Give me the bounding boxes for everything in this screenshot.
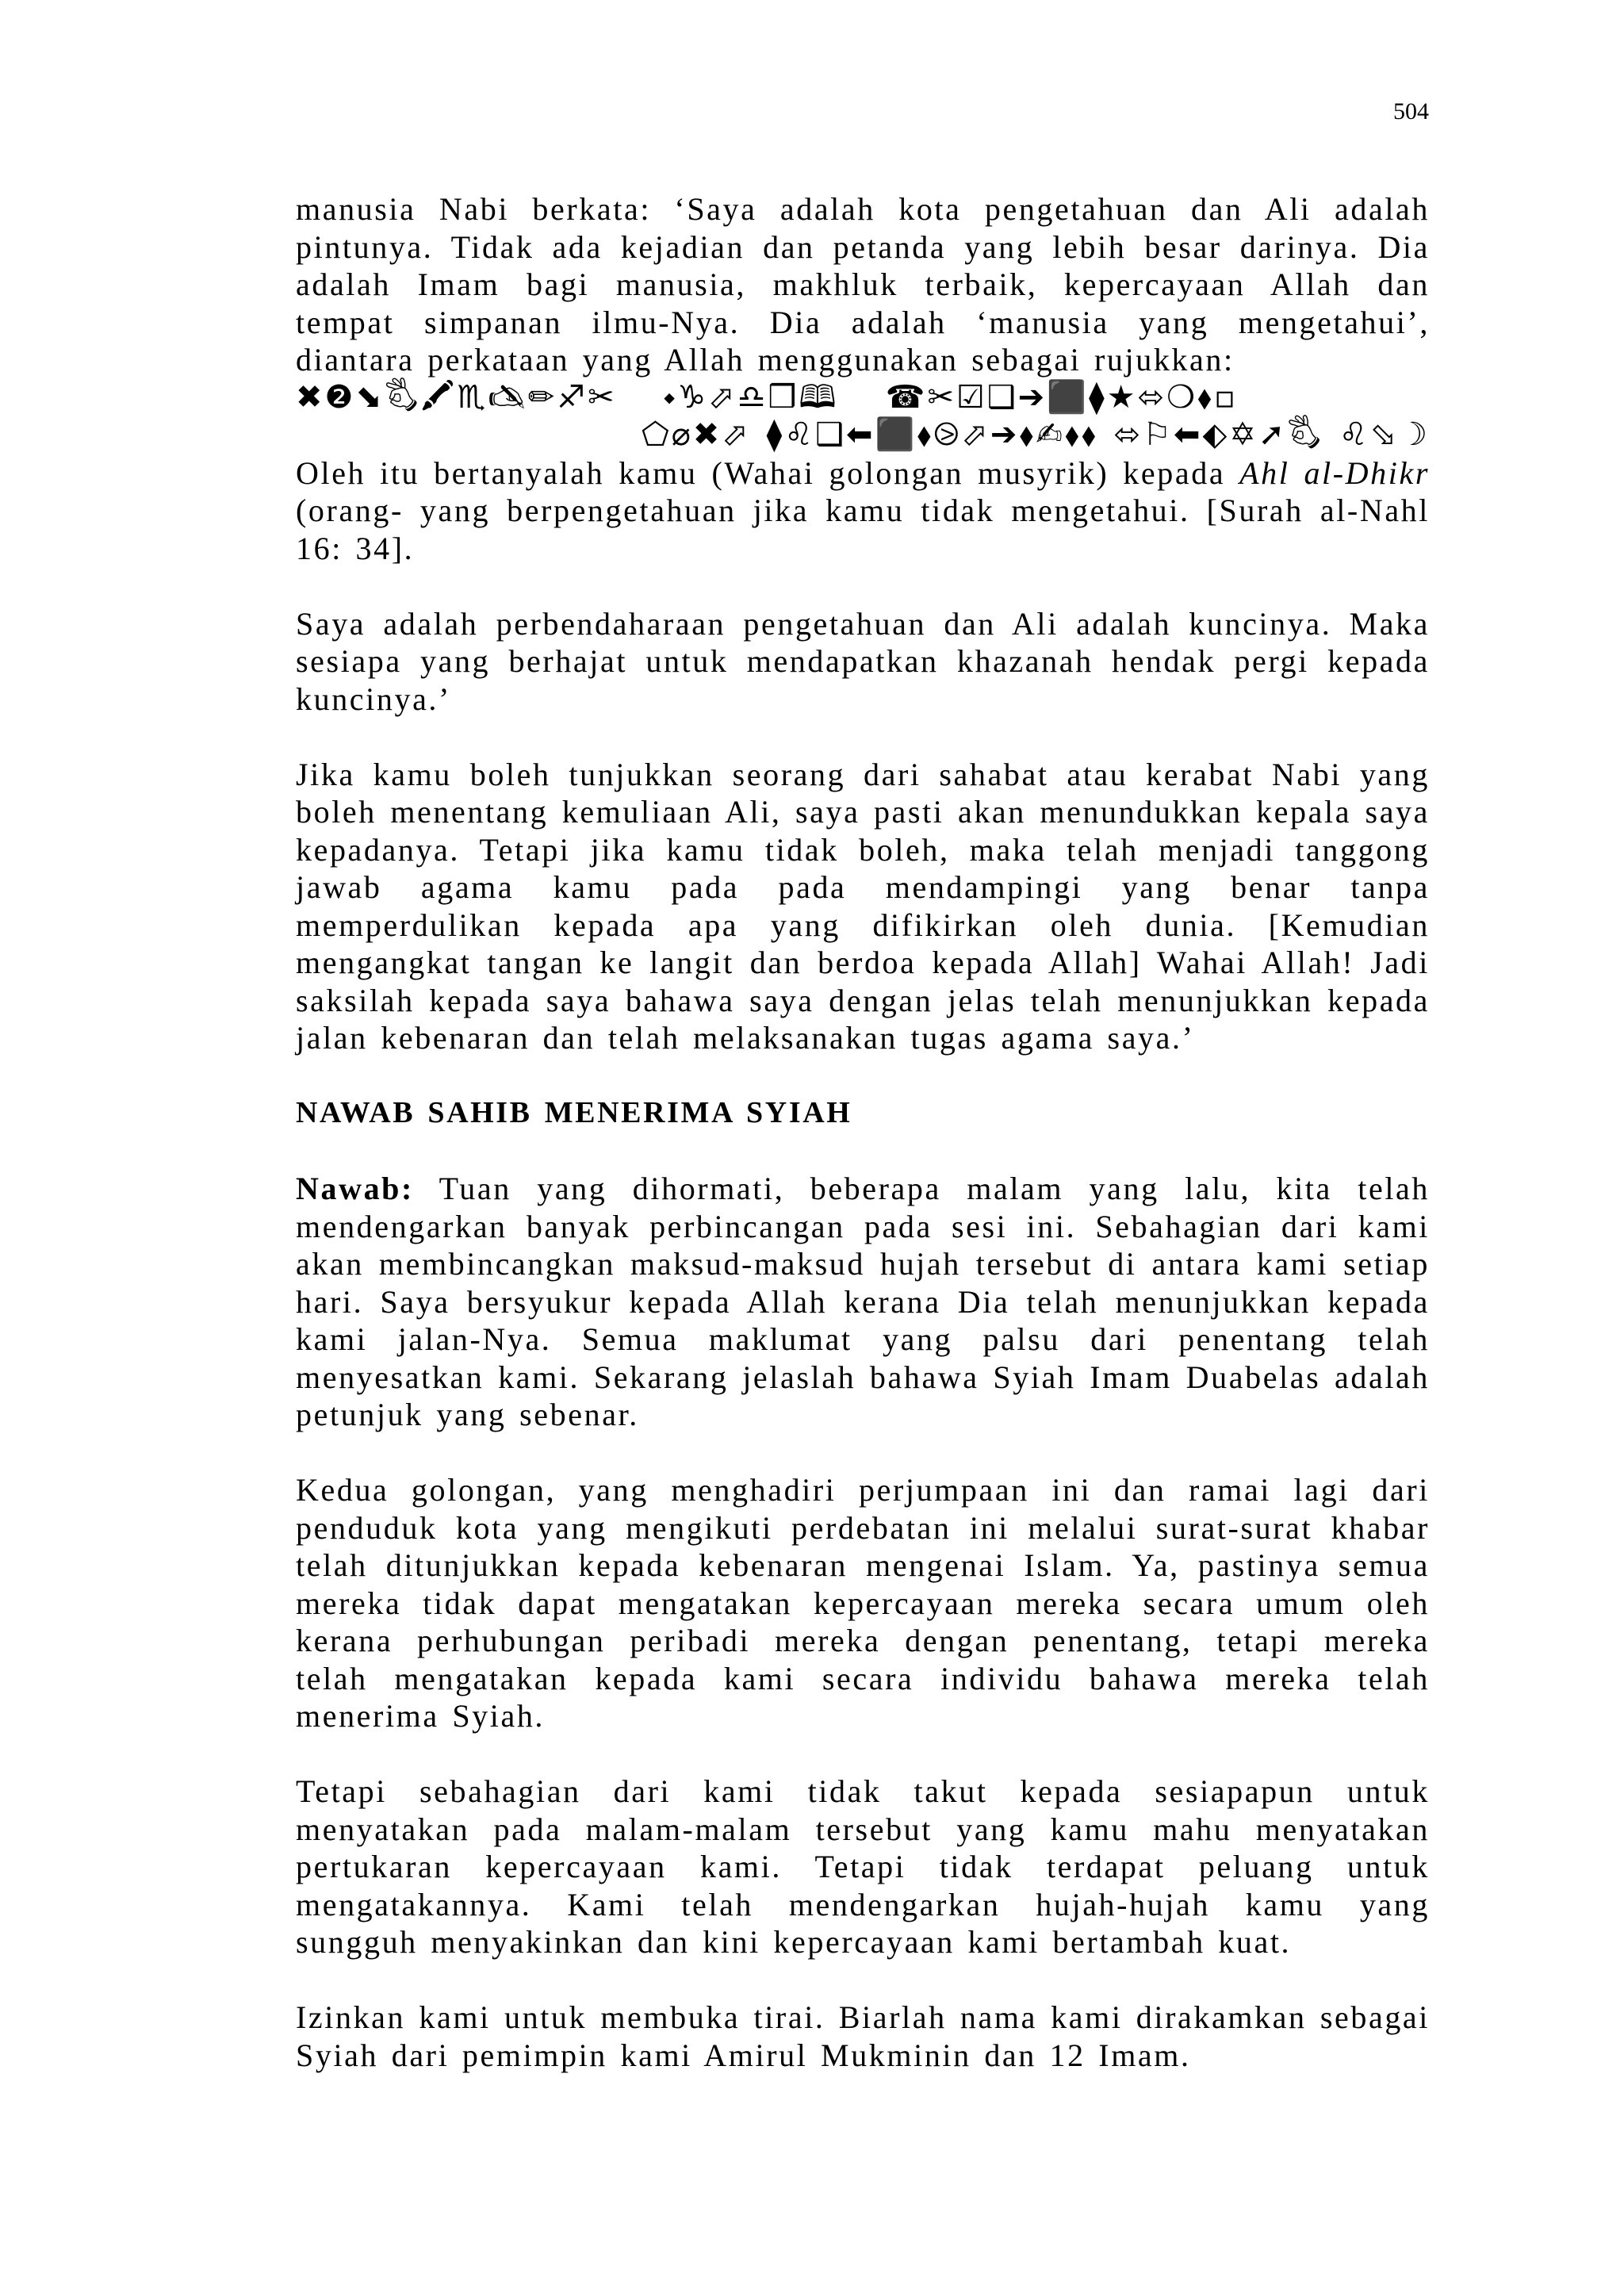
quran-verse-line-2: ⬠⌀✖⬀ ⧫♌❑⬅⬛⬧⧁⬀➔⬧✍⬧⬧ ⬄⚐⬅⬖✡➚🖏 ♌⬂☽ — [641, 416, 1430, 453]
paragraph-nawab-text: Tuan yang dihormati, beberapa malam yang lalu, kita telah mendengarkan banyak perbincangan pada sesi ini. Sebahagian dari kami akan membincangkan maksud-maksud hujah tersebut di antara kami setiap hari. Saya bersyukur kepada Allah kerana Dia telah menunjukkan kepada kami jalan-Nya. Semua maklumat yang palsu dari penentang telah menyesatkan kami. Sekarang jelaslah bahawa Syiah Imam Duabelas adalah petunjuk yang sebenar. — [296, 1171, 1430, 1432]
paragraph-hadith: manusia Nabi berkata: ‘Saya adalah kota pengetahuan dan Ali adalah pintunya. Tidak ada kejadian dan petanda yang lebih besar darinya. Dia adalah Imam bagi manusia, makhluk terbaik, kepercayaan Allah dan tempat simpanan ilmu-Nya. Dia adalah ‘manusia yang mengetahui’, diantara perkataan yang Allah menggunakan sebagai rujukkan: — [296, 191, 1430, 378]
paragraph-nawab — [296, 1170, 1430, 1434]
speaker-label: Nawab: — [296, 1171, 414, 1206]
quran-verse-line-1: ✖❷⬊🖏🖍♏🖎✏♐✂ ⬩♑⬀♎❒🕮 ☎✂☑❑➔⬛⧫★⬄❍⬧▫ — [296, 378, 1239, 416]
section-heading: NAWAB SAHIB MENERIMA SYIAH — [296, 1096, 852, 1129]
paragraph-not-afraid: Tetapi sebahagian dari kami tidak takut kepada sesiapapun untuk menyatakan pada malam-malam tersebut yang kamu mahu menyatakan pertukaran kepercayaan kami. Tetapi tidak terdapat peluang untuk mengatakannya. Kami telah mendengarkan hujah-hujah kamu yang sungguh menyakinkan dan kini kepercayaan kami bertambah kuat. — [296, 1773, 1430, 1960]
paragraph-treasury: Saya adalah perbendaharaan pengetahuan dan Ali adalah kuncinya. Maka sesiapa yang berhajat untuk mendapatkan khazanah hendak pergi kepada kuncinya.’ — [296, 605, 1430, 717]
paragraph-both-groups: Kedua golongan, yang menghadiri perjumpaan ini dan ramai lagi dari penduduk kota yang mengikuti perdebatan ini melalui surat-surat khabar telah ditunjukkan kepada kebenaran mengenai Islam. Ya, pastinya semua mereka tidak dapat mengatakan kepercayaan mereka secara umum oleh kerana perhubungan peribadi mereka dengan penentang, tetapi mereka telah mengatakan kepada kami secara individu bahawa mereka telah menerima Syiah. — [296, 1472, 1430, 1734]
paragraph-challenge: Jika kamu boleh tunjukkan seorang dari sahabat atau kerabat Nabi yang boleh menentang kemuliaan Ali, saya pasti akan menundukkan kepala saya kepadanya. Tetapi jika kamu tidak boleh, maka telah menjadi tanggong jawab agama kamu pada pada mendampingi yang benar tanpa memperdulikan kepada apa yang difikirkan oleh dunia. [Kemudian mengangkat tangan ke langit dan berdoa kepada Allah] Wahai Allah! Jadi saksilah kepada saya bahawa saya dengan jelas telah menunjukkan kepada jalan kebenaran dan telah melaksanakan tugas agama saya.’ — [296, 756, 1430, 1056]
verse-translation-rest: (orang- yang berpengetahuan jika kamu tidak mengetahui. [Surah al-Nahl 16: 34]. — [296, 493, 1430, 566]
verse-translation — [296, 454, 1430, 568]
document-body — [296, 190, 1430, 2074]
paragraph-open-curtain: Izinkan kami untuk membuka tirai. Biarlah nama kami dirakamkan sebagai Syiah dari pemimpin kami Amirul Mukminin dan 12 Imam. — [296, 1999, 1430, 2073]
quran-verse-glyphs — [296, 379, 1430, 454]
page-number: 504 — [1393, 98, 1429, 125]
verse-translation-text: Oleh itu bertanyalah kamu (Wahai golongan musyrik) kepada — [296, 454, 1240, 491]
verse-translation-term: Ahl al-Dhikr — [1239, 454, 1430, 491]
